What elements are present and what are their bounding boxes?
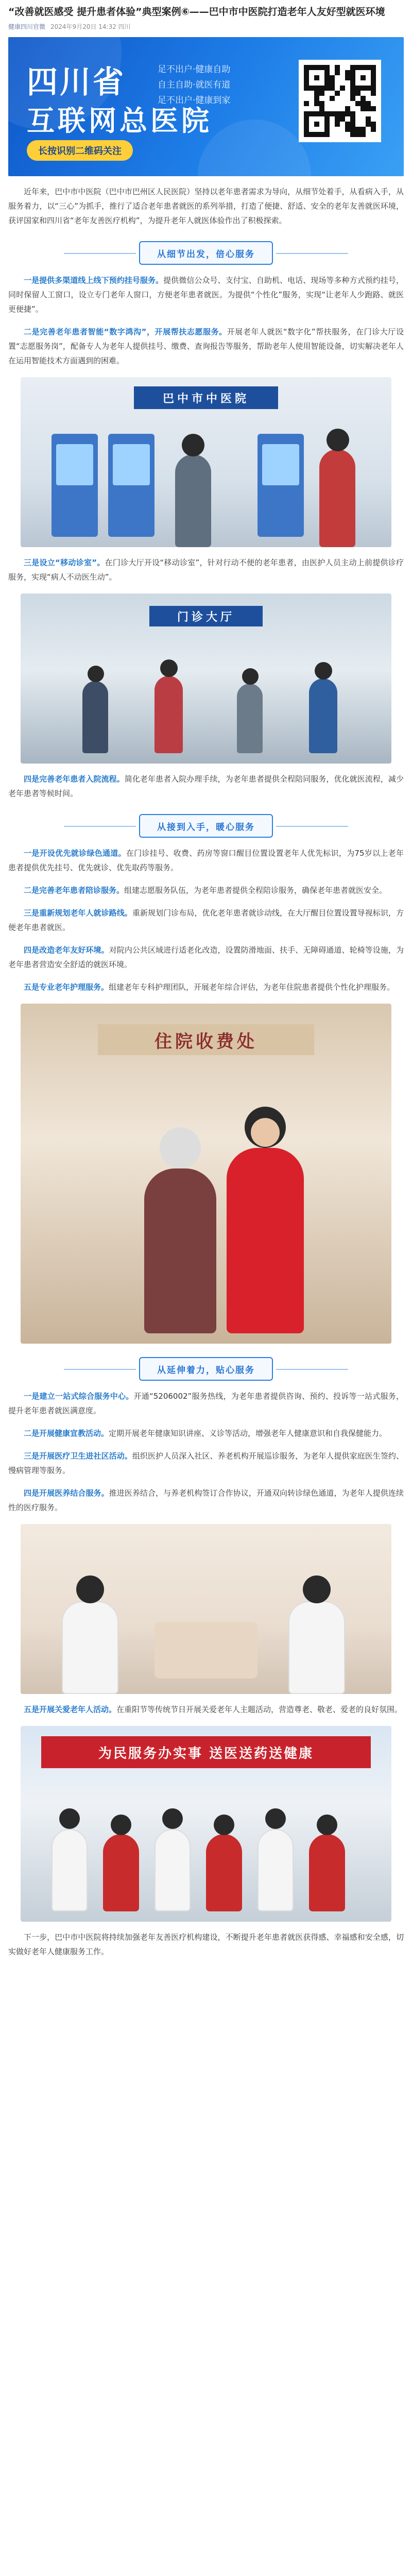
paragraph-lead: 三是重新规划老年人就诊路线。 xyxy=(24,908,132,918)
section-paragraph xyxy=(8,325,404,368)
paragraph-text: 重新规划门诊布局，优化老年患者就诊动线，在大厅醒目位置设置导视标识，方便老年患者就医。 xyxy=(8,908,404,932)
section-heading-1 xyxy=(139,241,273,265)
section-paragraph xyxy=(8,980,404,994)
paragraph-text: 组织医护人员深入社区、养老机构开展巡诊服务，为老年人提供家庭医生签约、慢病管理等服务。 xyxy=(8,1451,404,1475)
paragraph-lead: 一是开设优先就诊绿色通道。 xyxy=(24,849,126,858)
photo-sign: 住院收费处 xyxy=(98,1024,314,1055)
banner-subtitle: 互联网总医院 xyxy=(27,105,212,137)
section-paragraph xyxy=(8,772,404,801)
paragraph-lead: 五是开展关爱老年人活动。 xyxy=(24,1705,117,1714)
paragraph-lead: 五是专业老年护理服务。 xyxy=(24,982,109,992)
section-paragraph xyxy=(8,1426,404,1440)
banner-slogan: 足不出户·健康到家 xyxy=(158,95,231,106)
section-heading-3 xyxy=(139,1357,273,1381)
paragraph-text: 定期开展老年健康知识讲座、义诊等活动，增强老年人健康意识和自我保健能力。 xyxy=(109,1429,387,1438)
article-title: “改善就医感受 提升患者体验”典型案例⑥——巴中市中医院打造老年人友好型就医环境 xyxy=(8,6,385,18)
photo-sign: 门诊大厅 xyxy=(149,606,263,626)
section-paragraph xyxy=(8,273,404,316)
banner-slogans xyxy=(158,62,230,108)
photo-volunteer-event xyxy=(21,1726,391,1922)
paragraph-text: 提供微信公众号、支付宝、自助机、电话、现场等多种方式预约挂号，同时保留人工窗口，设立专门老年人窗口，方便老年患者就医。为提供“个性化”服务，实现“让老年人少跑路、就医更便捷”。 xyxy=(8,276,404,314)
section-paragraph xyxy=(8,1702,404,1717)
paragraph-text: 组建志愿服务队伍，为老年患者提供全程陪诊服务，确保老年患者就医安全。 xyxy=(124,886,387,895)
banner-slogan: 自主自助·就医有道 xyxy=(158,80,231,90)
paragraph-text: 推进医养结合，与养老机构签订合作协议，开通双向转诊绿色通道，为老年人提供连续性的医疗服务。 xyxy=(8,1488,404,1512)
paragraph-lead: 四是改造老年友好环境。 xyxy=(24,945,109,955)
section-paragraph xyxy=(8,1449,404,1478)
banner-slogan: 足不出户·健康自助 xyxy=(158,64,231,75)
section-heading-2 xyxy=(139,814,273,838)
section-paragraph xyxy=(8,846,404,875)
article-meta xyxy=(8,22,404,31)
paragraph-text: 简化老年患者入院办理手续，为老年患者提供全程陪同服务，优化就医流程，减少老年患者等候时间。 xyxy=(8,774,404,798)
section-paragraph xyxy=(8,555,404,584)
closing-paragraph: 下一步，巴中市中医院将持续加强老年友善医疗机构建设，不断提升老年患者就医获得感、幸福感和安全感，切实做好老年人健康服务工作。 xyxy=(8,1933,404,1956)
paragraph-text: 对院内公共区域进行适老化改造，设置防滑地面、扶手、无障碍通道、轮椅等设施，为老年患者营造安全舒适的就医环境。 xyxy=(8,945,404,969)
photo-nurse-helping-elder xyxy=(21,1004,391,1344)
paragraph-lead: 一是建立一站式综合服务中心。 xyxy=(24,1392,134,1401)
paragraph-lead: 三是设立“移动诊室”。 xyxy=(24,558,105,567)
photo-sign: 巴中市中医院 xyxy=(134,386,278,409)
paragraph-lead: 一是提供多渠道线上线下预约挂号服务。 xyxy=(24,276,164,285)
follow-button[interactable]: 长按识别二维码关注 xyxy=(27,140,133,161)
article-source-link[interactable]: 健康四川官微 xyxy=(8,23,46,30)
section-paragraph xyxy=(8,943,404,972)
paragraph-text: 开展老年人就医“数字化”帮扶服务，在门诊大厅设置“志愿服务岗”，配备专人为老年人提供挂号、缴费、查询报告等服务，帮助老年人使用智能设备，切实解决老年人在运用智能技术方面遇到的困难。 xyxy=(8,327,404,365)
paragraph-text: 开通“5206002”服务热线，为老年患者提供咨询、预约、投诉等一站式服务，提升老年患者就医满意度。 xyxy=(8,1392,404,1415)
paragraph-lead: 二是完善老年患者智能“数字鸿沟”，开展帮扶志愿服务。 xyxy=(24,327,227,336)
paragraph-text: 组建老年专科护理团队，开展老年综合评估，为老年住院患者提供个性化护理服务。 xyxy=(109,982,395,992)
paragraph-lead: 四是开展医养结合服务。 xyxy=(24,1488,109,1498)
photo-ward-visit xyxy=(21,1524,391,1694)
paragraph-lead: 二是开展健康宣教活动。 xyxy=(24,1429,109,1438)
banner-title: 四川省 xyxy=(27,64,126,100)
paragraph-lead: 二是完善老年患者陪诊服务。 xyxy=(24,886,125,895)
paragraph-lead: 四是完善老年患者入院流程。 xyxy=(24,774,125,784)
qr-code-icon[interactable] xyxy=(299,60,381,142)
article-date: 2024年9月20日 14:32 四川 xyxy=(50,23,131,30)
section-title: 从延伸着力，贴心服务 xyxy=(157,1365,255,1376)
hero-banner xyxy=(8,37,404,176)
section-title: 从接到入手，暖心服务 xyxy=(157,822,255,833)
paragraph-text: 在门诊大厅开设“移动诊室”，针对行动不便的老年患者，由医护人员主动上前提供诊疗服务，实现“病人不动医生动”。 xyxy=(8,558,404,582)
event-banner: 为民服务办实事 送医送药送健康 xyxy=(41,1736,371,1768)
photo-self-service-kiosks xyxy=(21,377,391,547)
section-paragraph xyxy=(8,883,404,897)
paragraph-text: 在门诊挂号、收费、药房等窗口醒目位置设置老年人优先标识，为75岁以上老年患者提供优先挂号、优先就诊、优先取药等服务。 xyxy=(8,849,404,872)
paragraph-text: 在重阳节等传统节日开展关爱老年人主题活动，营造尊老、敬老、爱老的良好氛围。 xyxy=(116,1705,403,1714)
paragraph-lead: 三是开展医疗卫生进社区活动。 xyxy=(24,1451,132,1461)
section-title: 从细节出发，倍心服务 xyxy=(157,249,255,260)
section-paragraph xyxy=(8,906,404,935)
intro-paragraph: 近年来，巴中市中医院（巴中市巴州区人民医院）坚持以老年患者需求为导向，从细节处着手，从看病入手，从服务着力，以“三心”为抓手，推行了适合老年患者就医的系列举措，打造了便捷、舒适、安全的老年友善就医环境，获评国家和四川省“老年友善医疗机构”，为提升老年人就医体验作出了积极探索。 xyxy=(8,187,404,225)
section-paragraph xyxy=(8,1389,404,1418)
photo-outpatient-hall xyxy=(21,594,391,764)
section-paragraph xyxy=(8,1486,404,1515)
